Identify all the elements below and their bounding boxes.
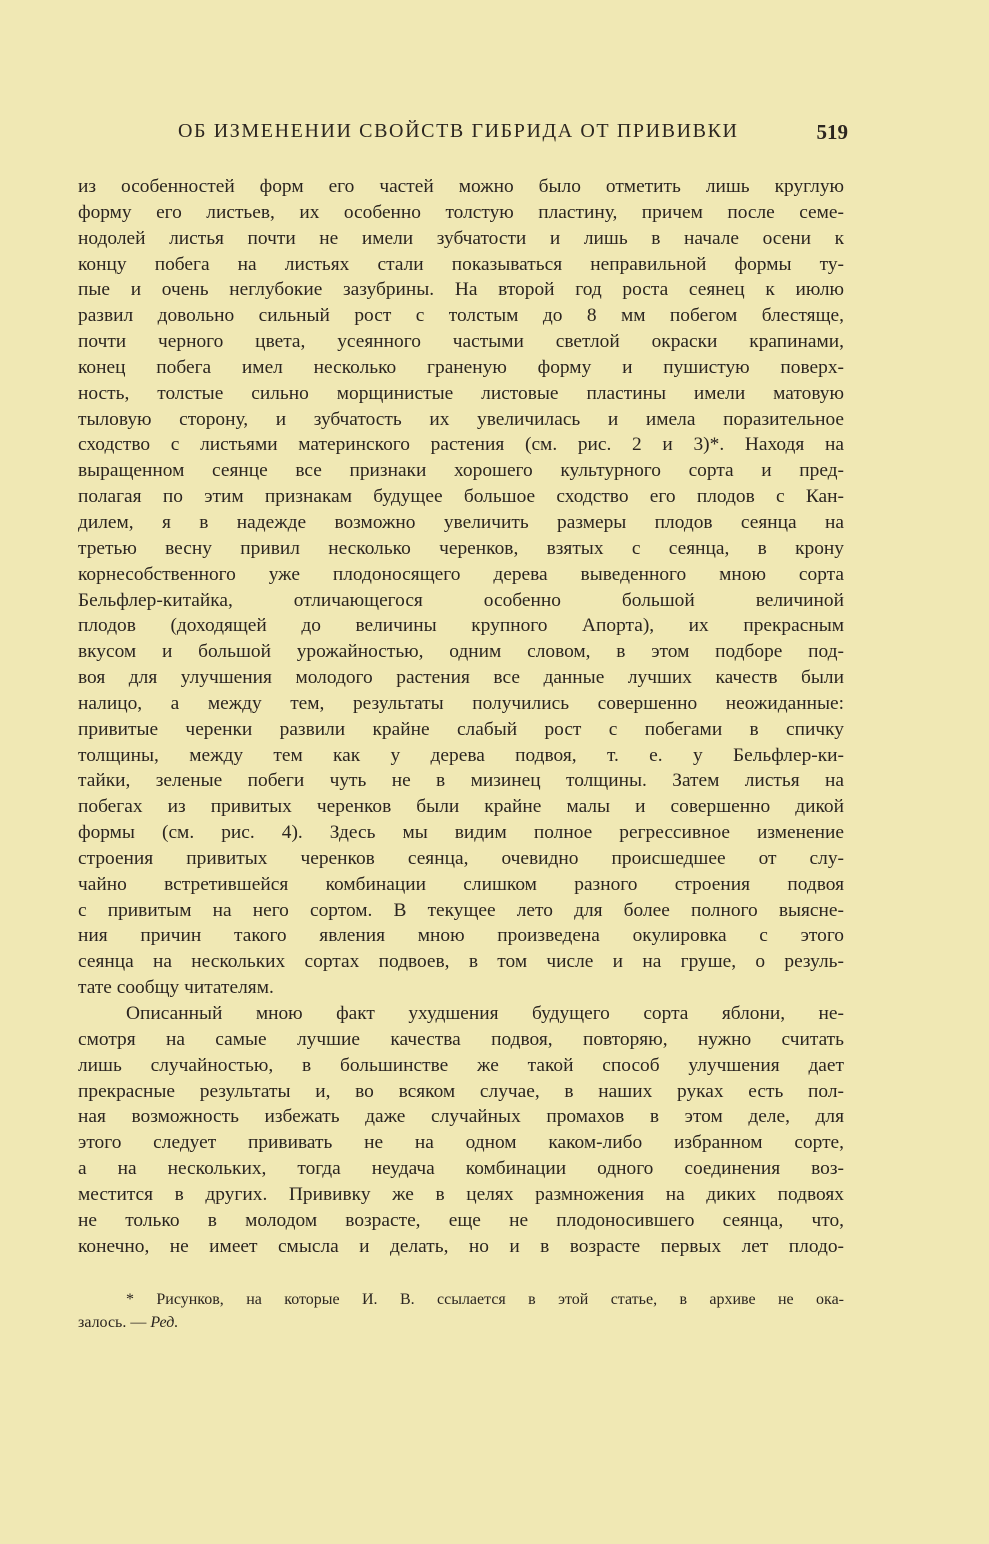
text-line: строения привитых черенков сеянца, очевидно происшедшее от слу- (78, 847, 844, 869)
text-line: корнесобственного уже плодоносящего дерева выведенного мною сорта (78, 563, 844, 585)
editor-note: Ред. (150, 1314, 179, 1331)
text-line: конечно, не имеет смысла и делать, но и в возрасте первых лет плодо- (78, 1235, 844, 1257)
text-line: с привитым на него сортом. В текущее лето для более полного выясне- (78, 899, 844, 921)
text-line: дилем, я в надежде возможно увеличить размеры плодов сеянца на (78, 511, 844, 533)
text-line: тате сообщу читателям. (78, 977, 274, 999)
text-line: смотря на самые лучшие качества подвоя, повторяю, нужно считать (78, 1028, 844, 1050)
text-line: сеянца на нескольких сортах подвоев, в том числе и на груше, о резуль- (78, 951, 844, 973)
page-header (178, 120, 848, 150)
footnote-line (78, 1311, 844, 1334)
text-line: лишь случайностью, в большинстве же такой способ улучшения дает (78, 1054, 844, 1076)
text-line: формы (см. рис. 4). Здесь мы видим полное регрессивное изменение (78, 822, 844, 844)
text-line: развил довольно сильный рост с толстым до 8 мм побегом блестяще, (78, 305, 844, 327)
page-number: 519 (816, 120, 848, 144)
text-line: вкусом и большой урожайностью, одним словом, в этом подборе под- (78, 641, 844, 663)
text-line: плодов (доходящей до величины крупного Апорта), их прекрасным (78, 615, 844, 637)
text-line: пые и очень неглубокие зазубрины. На второй год роста сеянец к июлю (78, 279, 844, 301)
text-line: местится в других. Прививку же в целях размножения на диких подвоях (78, 1183, 844, 1205)
text-line: побегах из привитых черенков были крайне малы и совершенно дикой (78, 796, 844, 818)
text-line: налицо, а между тем, результаты получились совершенно неожиданные: (78, 692, 844, 714)
text-line: полагая по этим признакам будущее большое сходство его плодов с Кан- (78, 486, 844, 508)
body-text (78, 174, 844, 1259)
text-line: нодолей листья почти не имели зубчатости и лишь в начале осени к (78, 227, 844, 249)
text-line: не только в молодом возрасте, еще не плодоносившего сеянца, что, (78, 1209, 844, 1231)
text-line: ная возможность избежать даже случайных промахов в этом деле, для (78, 1106, 844, 1128)
text-line: тайки, зеленые побеги чуть не в мизинец толщины. Затем листья на (78, 770, 844, 792)
text-line: толщины, между тем как у дерева подвоя, т. е. у Бельфлер-ки- (78, 744, 844, 766)
text-line: конец побега имел несколько граненую форму и пушистую поверх- (78, 356, 844, 378)
text-line: чайно встретившейся комбинации слишком разного строения подвоя (78, 873, 844, 895)
text-line: Бельфлер-китайка, отличающегося особенно большой величиной (78, 589, 844, 611)
text-line: почти черного цвета, усеянного частыми светлой окраски крапинами, (78, 331, 844, 353)
text-line: этого следует прививать не на одном каком-либо избранном сорте, (78, 1132, 844, 1154)
running-head: ОБ ИЗМЕНЕНИИ СВОЙСТВ ГИБРИДА ОТ ПРИВИВКИ (178, 120, 739, 142)
text-line: воя для улучшения молодого растения все данные лучших качеств были (78, 667, 844, 689)
text-line: тыловую сторону, и зубчатость их увеличилась и имела поразительное (78, 408, 844, 430)
text-line: привитые черенки развили крайне слабый рост с побегами в спичку (78, 718, 844, 740)
paragraph-start-line: Описанный мною факт ухудшения будущего сорта яблони, не- (126, 1003, 844, 1024)
text-line: концу побега на листьях стали показываться неправильной формы ту- (78, 253, 844, 275)
text-line: из особенностей форм его частей можно было отметить лишь круглую (78, 176, 844, 197)
text-line: ния причин такого явления мною произведена окулировка с этого (78, 925, 844, 947)
text-line: сходство с листьями материнского растения (см. рис. 2 и 3)*. Находя на (78, 434, 844, 456)
footnote-line: * Рисунков, на которые И. В. ссылается в этой статье, в архиве не ока- (126, 1291, 844, 1308)
text-line: форму его листьев, их особенно толстую пластину, причем после семе- (78, 201, 844, 223)
text-line: прекрасные результаты и, во всяком случае, в наших руках есть пол- (78, 1080, 844, 1102)
text-line: выращенном сеянце все признаки хорошего культурного сорта и пред- (78, 460, 844, 482)
text-line: ность, толстые сильно морщинистые листовые пластины имели матовую (78, 382, 844, 404)
footnote (78, 1288, 844, 1334)
footnote-text: залось. — (78, 1314, 151, 1331)
text-line: третью весну привил несколько черенков, взятых с сеянца, в крону (78, 537, 844, 559)
text-line: а на нескольких, тогда неудача комбинации одного соединения воз- (78, 1158, 844, 1180)
